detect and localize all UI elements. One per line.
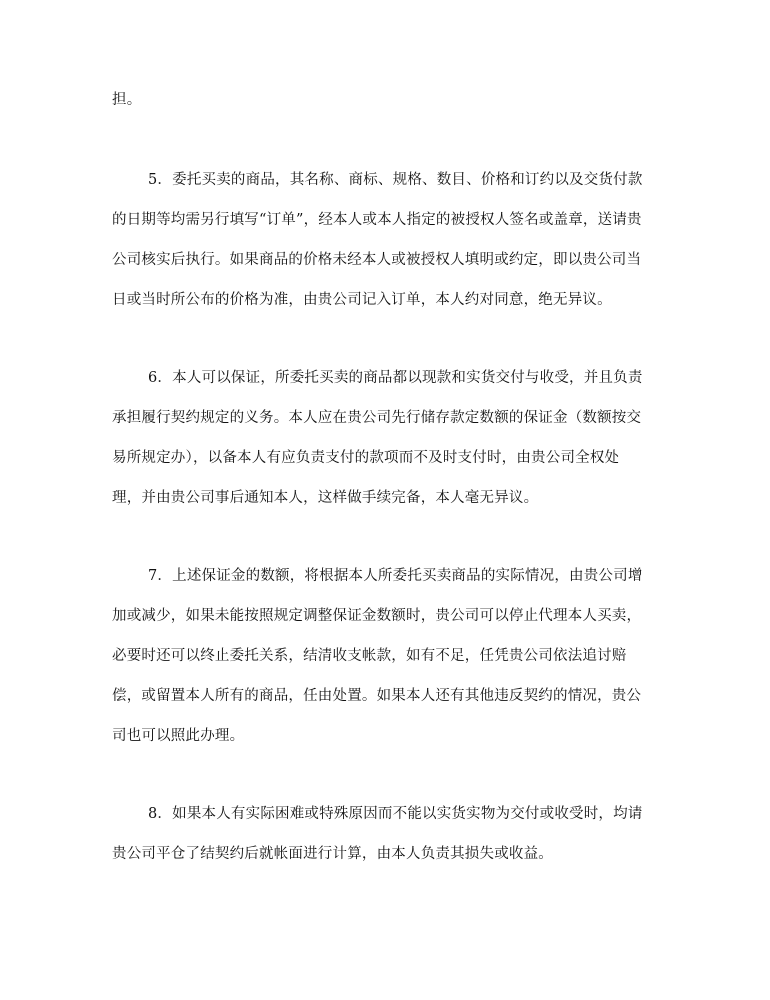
paragraph-6-line-2: 承担履行契约规定的义务。本人应在贵公司先行储存款定数额的保证金（数额按交: [112, 410, 642, 426]
paragraph-5-line-3: 公司核实后执行。如果商品的价格未经本人或被授权人填明或约定，即以贵公司当: [112, 252, 642, 268]
paragraph-6-line-3: 易所规定办），以备本人有应负责支付的款项而不及时支付时，由贵公司全权处: [112, 450, 620, 466]
paragraph-7-line-3: 必要时还可以终止委托关系，结清收支帐款，如有不足，任凭贵公司依法追讨赔: [112, 648, 627, 664]
paragraph-5-line-2: 的日期等均需另行填写“订单”，经本人或本人指定的被授权人签名或盖章，送请贵: [112, 212, 642, 228]
paragraph-5-line-1: 5．委托买卖的商品，其名称、商标、规格、数目、价格和订约以及交货付款: [148, 172, 643, 188]
paragraph-7-line-1: 7．上述保证金的数额，将根据本人所委托买卖商品的实际情况，由贵公司增: [148, 568, 643, 584]
paragraph-7-line-2: 加或减少，如果未能按照规定调整保证金数额时，贵公司可以停止代理本人买卖，: [112, 608, 642, 624]
paragraph-6-line-4: 理，并由贵公司事后通知本人，这样做手续完备，本人毫无异议。: [112, 490, 539, 506]
paragraph-6-line-1: 6．本人可以保证，所委托买卖的商品都以现款和实货交付与收受，并且负责: [148, 370, 643, 386]
paragraph-5-line-4: 日或当时所公布的价格为准，由贵公司记入订单，本人约对同意，绝无异议。: [112, 292, 612, 308]
paragraph-8-line-2: 贵公司平仓了结契约后就帐面进行计算，由本人负责其损失或收益。: [112, 846, 553, 862]
paragraph-7-line-5: 司也可以照此办理。: [112, 728, 245, 744]
paragraph-7-line-4: 偿，或留置本人所有的商品，任由处置。如果本人还有其他违反契约的情况，贵公: [112, 688, 642, 704]
paragraph-8-line-1: 8．如果本人有实际困难或特殊原因而不能以实货实物为交付或收受时，均请: [148, 806, 643, 822]
paragraph-4-tail-line-1: 担。: [112, 92, 142, 108]
